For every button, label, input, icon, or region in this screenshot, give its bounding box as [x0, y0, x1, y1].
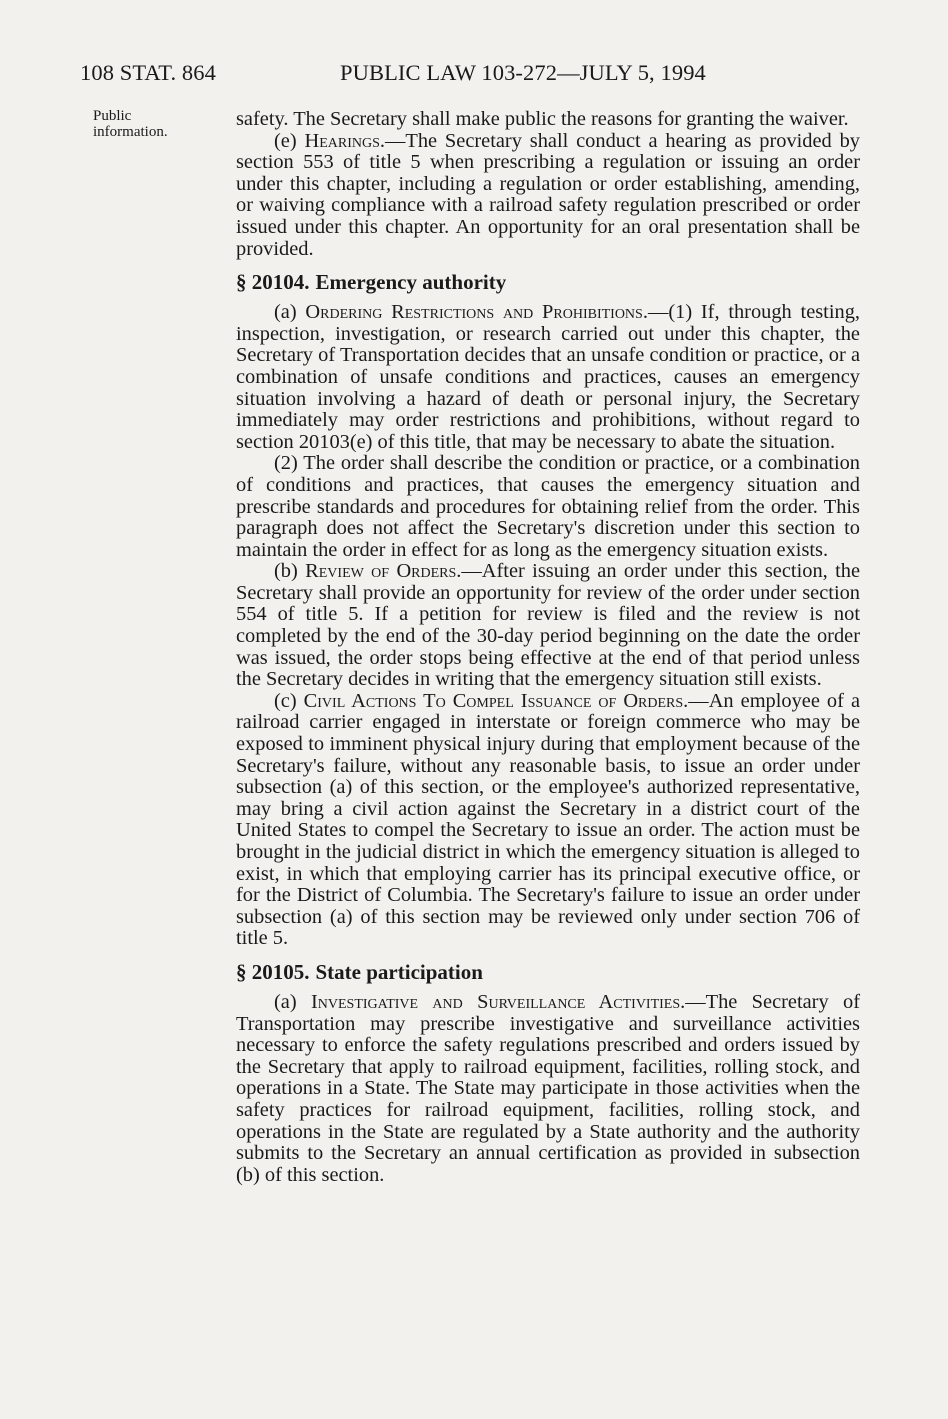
public-law-reference: PUBLIC LAW 103-272—JULY 5, 1994 [340, 60, 706, 85]
subsection-label: (a) [274, 990, 311, 1013]
subsection-c-civil-actions [236, 691, 860, 950]
section-number: § 20104. [236, 270, 310, 295]
subsection-label: (e) [274, 129, 305, 152]
page-header [80, 60, 860, 90]
subsection-heading: Hearings. [304, 129, 385, 152]
paragraph-safety-waiver: safety. The Secretary shall make public the reasons for granting the waiver. [236, 108, 849, 130]
margin-note [93, 108, 168, 140]
subsection-text: —The Secretary of Transportation may prescribe investigative and surveillance activities necessary to enforce the safety regulations prescribed and orders issued by the Secretary that apply to railroad equipment, facilities, rolling stock, and operations in a State. The State may participate in those activities when the safety practices for railroad equipment, facilities, rolling stock, and operations in the State are regulated by a State authority and the authority submits to the Secretary an annual certification as provided in subsection (b) of this section. [236, 990, 860, 1186]
subsection-label: (b) [274, 560, 306, 583]
subsection-e-hearings [236, 131, 860, 261]
subsection-label: (a) [274, 301, 306, 324]
section-number: § 20105. [236, 959, 310, 984]
subsection-a-ordering-restrictions [236, 302, 860, 453]
subsection-text: —The Secretary shall conduct a hearing as provided by section 553 of title 5 when prescribing a regulation or issuing an order under this chapter, including a regulation or order establishing, amending, or waiving compliance with a railroad safety regulation prescribed or order issued under this chapter. An opportunity for an oral presentation shall be provided. [236, 129, 860, 260]
subsection-text: —After issuing an order under this section, the Secretary shall provide an opportunity for review of the order under section 554 of title 5. If a petition for review is filed and the review is not completed by the end of the 30-day period beginning on the date the order was issued, the order stops being effective at the end of that period unless the Secretary decides in writing that the emergency situation still exists. [236, 560, 860, 691]
subsection-heading: Review of Orders. [305, 560, 462, 583]
section-title: Emergency authority [315, 270, 507, 295]
subsection-label: (c) [274, 689, 304, 712]
margin-note-line-1: Public [93, 108, 132, 124]
subsection-heading: Investigative and Surveillance Activities. [310, 990, 686, 1013]
subsection-heading: Civil Actions To Compel Issuance of Orders. [303, 689, 689, 712]
subsection-a-investigative-activities [236, 992, 860, 1186]
subsection-heading: Ordering Restrictions and Prohibitions. [305, 301, 648, 324]
section-heading-20105 [236, 960, 860, 984]
document-body [236, 109, 860, 1186]
section-heading-20104 [236, 270, 860, 294]
margin-note-line-2: information. [93, 124, 168, 140]
subsection-b-review-of-orders [236, 561, 860, 691]
stat-reference: 108 STAT. 864 [80, 60, 216, 85]
section-title: State participation [315, 959, 483, 984]
paragraph-a2-order-description: (2) The order shall describe the condition or practice, or a combination of conditions and practices, that causes the emergency situation and prescribe standards and procedures for obtaining relief from the order. This paragraph does not affect the Secretary's discretion under this section to maintain the order in effect for as long as the emergency situation exists. [236, 452, 860, 561]
subsection-text: —An employee of a railroad carrier engaged in interstate or foreign commerce who may be exposed to imminent physical injury during that employment because of the Secretary's failure, without any reasonable basis, to issue an order under subsection (a) of this section, or the employee's authorized representative, may bring a civil action against the Secretary in a district court of the United States to compel the Secretary to issue an order. The action must be brought in the judicial district in which the emergency situation is alleged to exist, in which that employing carrier has its principal executive office, or for the District of Columbia. The Secretary's failure to issue an order under subsection (a) of this section may be reviewed only under section 706 of title 5. [236, 689, 861, 950]
subsection-text: —(1) If, through testing, inspection, investigation, or research carried out under this chapter, the Secretary of Transportation decides that an unsafe condition or practice, or a combination of unsafe conditions and practices, causes an emergency situation involving a hazard of death or personal injury, the Secretary immediately may order restrictions and prohibitions, without regard to section 20103(e) of this title, that may be necessary to abate the situation. [236, 301, 860, 453]
